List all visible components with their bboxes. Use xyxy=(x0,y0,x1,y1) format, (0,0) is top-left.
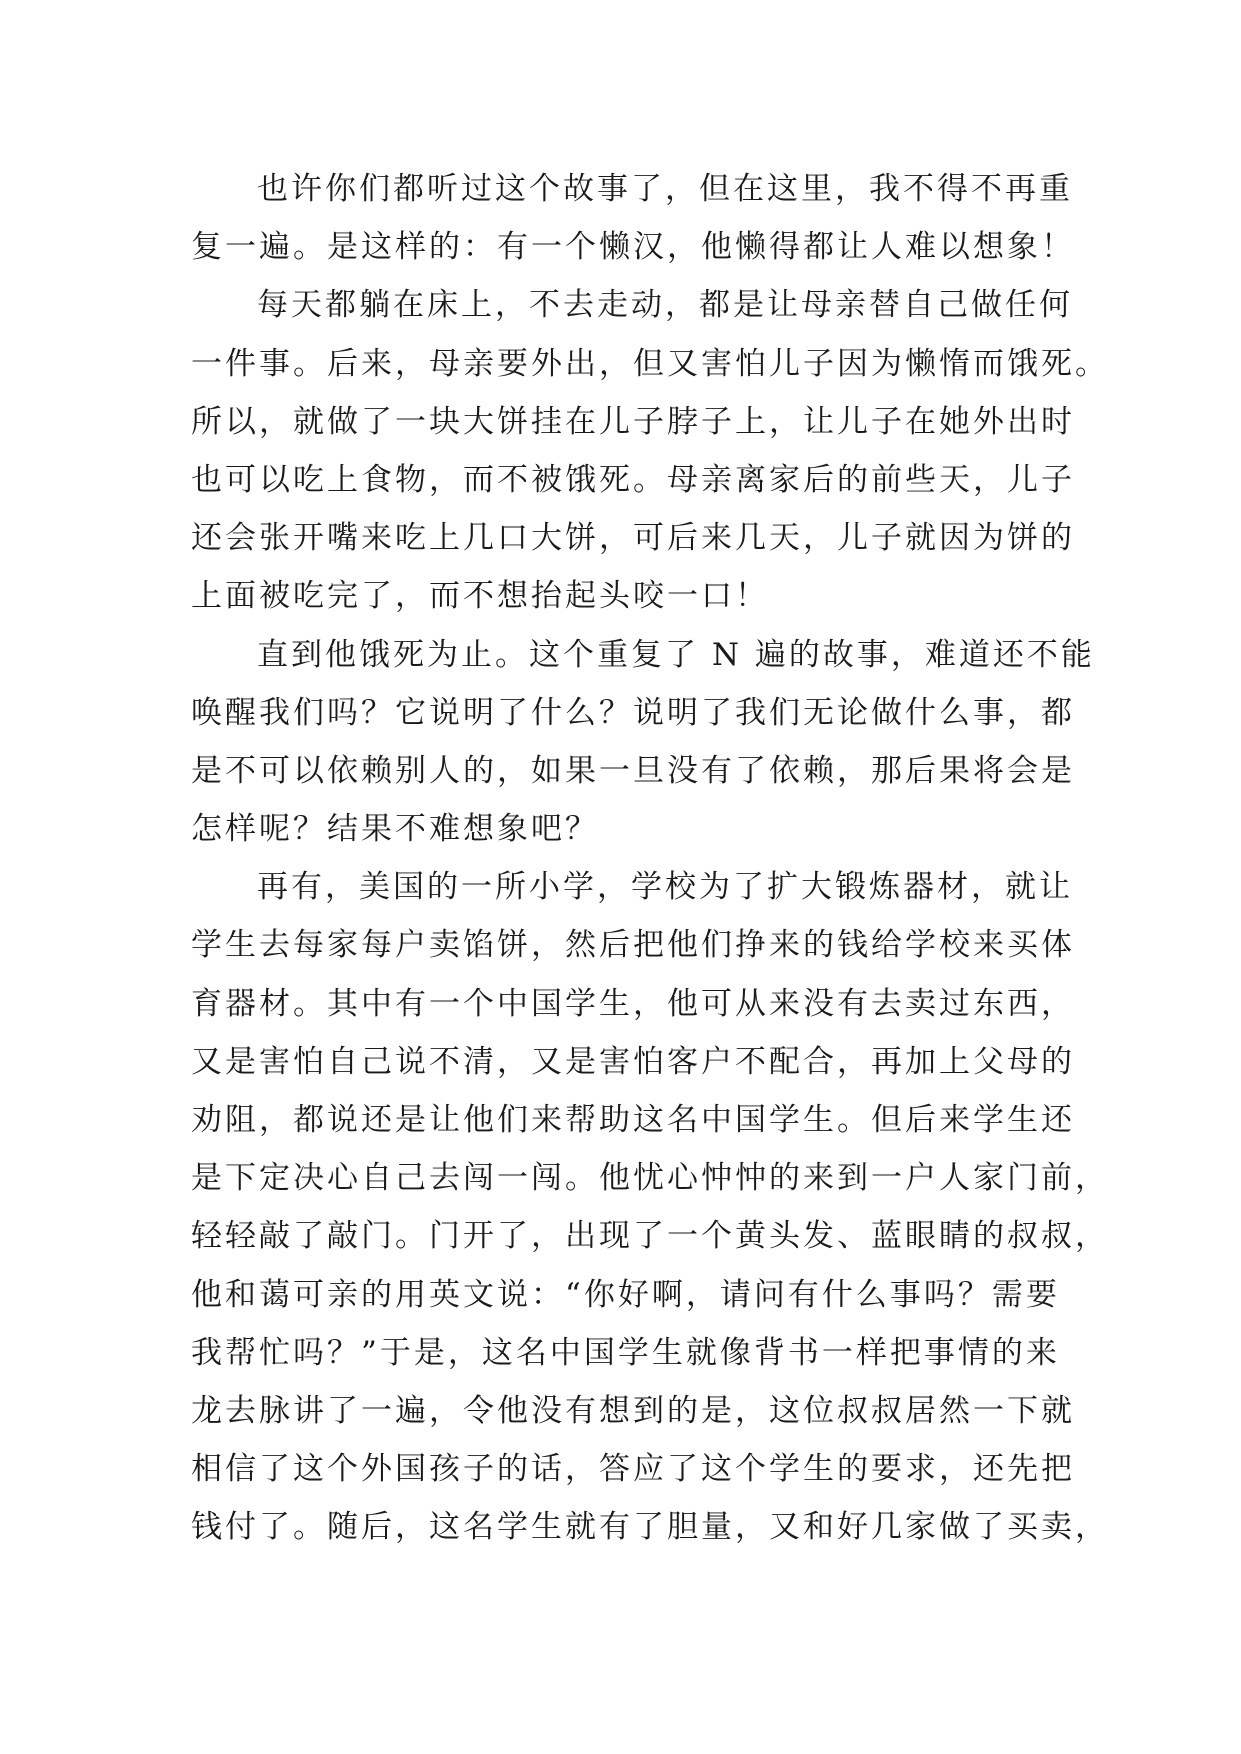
text-line: 我帮忙吗？”于是，这名中国学生就像背书一样把事情的来 xyxy=(191,1334,1060,1371)
text-line: 他和蔼可亲的用英文说：“你好啊，请问有什么事吗？需要 xyxy=(191,1276,1060,1313)
paragraph xyxy=(191,276,1109,625)
text-line: 是不可以依赖别人的，如果一旦没有了依赖，那后果将会是 xyxy=(191,752,1075,789)
text-line: 也可以吃上食物，而不被饿死。母亲离家后的前些天，儿子 xyxy=(191,461,1075,498)
text-line: 又是害怕自己说不清，又是害怕客户不配合，再加上父母的 xyxy=(191,1043,1075,1080)
text-line: 唤醒我们吗？它说明了什么？说明了我们无论做什么事，都 xyxy=(191,694,1075,731)
text-line: 龙去脉讲了一遍，令他没有想到的是，这位叔叔居然一下就 xyxy=(191,1392,1075,1429)
text-line: 是下定决心自己去闯一闯。他忧心忡忡的来到一户人家门前， xyxy=(191,1160,1109,1197)
text-line: 轻轻敲了敲门。门开了，出现了一个黄头发、蓝眼睛的叔叔， xyxy=(191,1218,1109,1255)
text-line: 所以，就做了一块大饼挂在儿子脖子上，让儿子在她外出时 xyxy=(191,403,1075,440)
text-line: 相信了这个外国孩子的话，答应了这个学生的要求，还先把 xyxy=(191,1451,1075,1488)
text-line: 还会张开嘴来吃上几口大饼，可后来几天，儿子就因为饼的 xyxy=(191,520,1075,557)
text-line: 学生去每家每户卖馅饼，然后把他们挣来的钱给学校来买体 xyxy=(191,927,1075,964)
text-line: 一件事。后来，母亲要外出，但又害怕儿子因为懒惰而饿死。 xyxy=(191,345,1109,382)
text-line: 劝阻，都说还是让他们来帮助这名中国学生。但后来学生还 xyxy=(191,1102,1075,1138)
text-line: 钱付了。随后，这名学生就有了胆量，又和好几家做了买卖， xyxy=(191,1509,1109,1546)
paragraph xyxy=(191,160,1075,276)
text-line: 育器材。其中有一个中国学生，他可从来没有去卖过东西， xyxy=(191,985,1075,1022)
text-line: 复一遍。是这样的：有一个懒汉，他懒得都让人难以想象！ xyxy=(191,229,1075,266)
text-line: 怎样呢？结果不难想象吧？ xyxy=(191,811,599,848)
text-line: 再有，美国的一所小学，学校为了扩大锻炼器材，就让 xyxy=(257,869,1073,906)
text-line: 也许你们都听过这个故事了，但在这里，我不得不再重 xyxy=(257,171,1073,207)
text-line: 上面被吃完了，而不想抬起头咬一口！ xyxy=(191,578,769,615)
text-line: 每天都躺在床上，不去走动，都是让母亲替自己做任何 xyxy=(257,287,1073,324)
paragraph xyxy=(191,858,1109,1556)
text-line: 直到他饿死为止。这个重复了 N 遍的故事，难道还不能 xyxy=(257,636,1095,673)
document-body xyxy=(191,160,1109,1557)
paragraph xyxy=(191,626,1095,859)
